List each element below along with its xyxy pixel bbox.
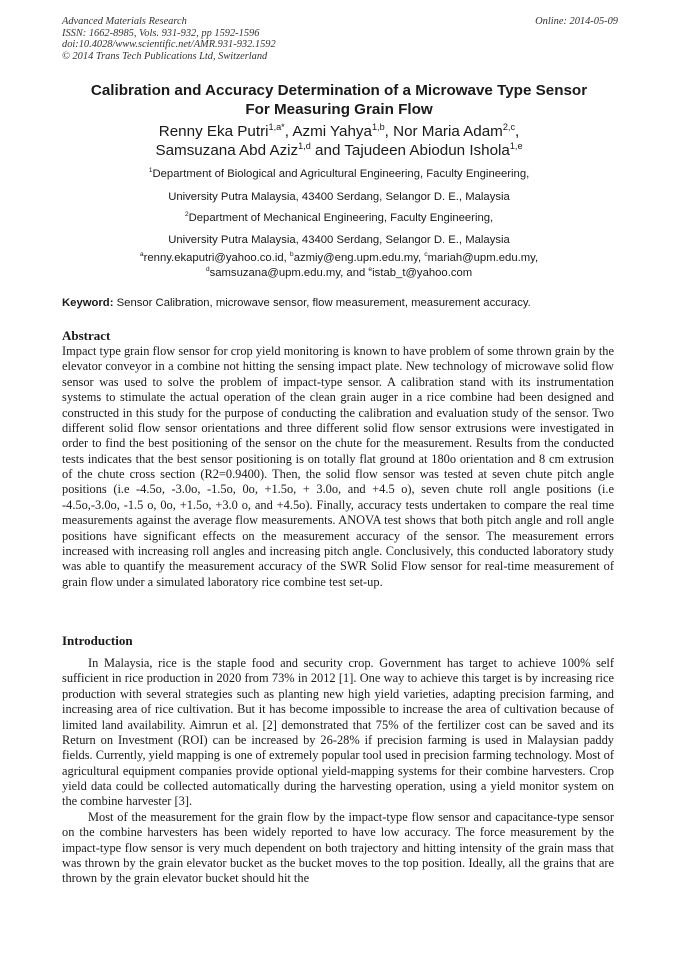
email-mark: e <box>368 266 373 274</box>
author-affil-mark: 1,b <box>371 121 385 132</box>
email-line-1 <box>40 251 638 266</box>
author-affil-mark: 1,a* <box>268 121 285 132</box>
affiliation-text: Department of Biological and Agricultural Engineering, Faculty Engineering, <box>152 168 530 180</box>
paper-title <box>40 81 638 119</box>
email-address: samsuzana@upm.edu.my, and <box>209 267 369 279</box>
affiliation-1-line-1 <box>40 168 638 181</box>
affiliation-2-line-2: University Putra Malaysia, 43400 Serdang, Selangor D. E., Malaysia <box>168 234 510 246</box>
abstract-text: Impact type grain flow sensor for crop yield monitoring is known to have problem of some thrown grain by the elevator conveyor in a combine not hitting the sensing impact plate. New technology of microwave solid flow sensor was used to solve the problem of impact-type sensor. A calibration stand with its instrumentation systems to stimulate the actual operation of the clean grain auger in a rice combine had been designed and constructed in this study for the purpose of conducting the calibration and evaluation study of the sensor. Two different solid flow sensor orientations and three different solid flow sensor extrusions were investigated in order to find the best positioning of the sensor on the chute for the measurement. Results from the conducted tests indicates that the best sensor positioning is on totally flat ground at 180o orientation and 8 cm extrusion of the chute cross section (R2=0.9400). Then, the solid flow sensor was tested at seven chute pitch angle positions (i.e -4.5o, -3.0o, -1.5o, 0o, +1.5o, + 3.0o, and +4.5 o), seven chute roll angle positions (i.e -4.5o,-3.0o, -1.5 o, 0o, +1.5o, +3.0 o, and +4.5o). Finally, accuracy tests undertaken to compare the real time measurements against the average flow measurements. ANOVA test shows that both pitch angle and roll angle positions have significant effects on the measurement accuracy of the sensor. The measurement errors increased with increasing roll angles and increasing pitch angle. Conclusively, this conducted laboratory study was able to quantify the measurement accuracy of the SWR Solid Flow sensor for real-time measurement of grain flow under a simulated laboratory rice combine test set-up. <box>62 344 614 589</box>
email-mark: d <box>205 266 210 274</box>
author-emails <box>40 251 638 281</box>
email-mark: b <box>289 251 294 259</box>
introduction-paragraph-1: In Malaysia, rice is the staple food and security crop. Government has target to achieve 100% self sufficient in rice production in 2020 from 73% in 2012 [1]. One way to achieve this target is by increasing rice production with several strategies such as planting new high yield varieties, adapting precision farming, and increasing area of rice cultivation. But it has become impossible to increase the area of cultivation because of limited land availability. Aimrun et al. [2] demonstrated that 75% of the fertilizer cost can be saved and its Return on Investment (ROI) can be increased by 26-28% if precision farming is used in Malaysian paddy fields. Currently, yield mapping is one of extremely popular tool used in precision farming technology. Most of agricultural equipment companies provide optional yield-mapping systems for their combine harvesters. Crop yield data could be collected automatically during the harvesting operation, using a yield monitor system on the combine harvester [3]. <box>62 656 614 809</box>
introduction-paragraph-2: Most of the measurement for the grain flow by the impact-type flow sensor and capacitance-type sensor on the combine harvesters has been widely reported to have low accuracy. The force measurement by the impact-type flow sensor is very much dependent on both trajectory and hitting intensity of the grain mass that was thrown by the grain elevator bucket as the bucket moves to the top position. Ideally, all the grains that are thrown by the grain elevator bucket should hit the <box>62 809 614 886</box>
doi-line: doi:10.4028/www.scientific.net/AMR.931-932.1592 <box>62 39 276 51</box>
author-separator: , <box>384 123 394 140</box>
affiliation-number: 2 <box>184 211 189 219</box>
journal-header <box>62 16 618 62</box>
keyword-text: Sensor Calibration, microwave sensor, flow measurement, measurement accuracy. <box>113 297 531 309</box>
author-list <box>40 122 638 160</box>
author-line-2 <box>40 141 638 160</box>
email-mark: a <box>139 251 144 259</box>
introduction-body <box>62 656 614 887</box>
email-line-2 <box>40 266 638 281</box>
author-separator: and <box>310 142 345 159</box>
title-line-1: Calibration and Accuracy Determination of a Microwave Type Sensor <box>90 82 588 99</box>
author-separator: , <box>284 123 293 140</box>
email-address: istab_t@yahoo.com <box>372 267 473 279</box>
author-name: Tajudeen Abiodun Ishola <box>344 142 510 159</box>
abstract-heading: Abstract <box>62 328 111 343</box>
author-name: Azmi Yahya <box>292 123 372 140</box>
author-affil-mark: 1,e <box>509 140 523 151</box>
title-line-2: For Measuring Grain Flow <box>245 101 433 118</box>
author-name: Nor Maria Adam <box>393 123 503 140</box>
author-line-1 <box>40 122 638 141</box>
email-address: azmiy@eng.upm.edu.my, <box>293 252 425 264</box>
keyword-label: Keyword: <box>62 297 114 309</box>
author-affil-mark: 1,d <box>298 140 311 151</box>
affiliation-number: 1 <box>148 167 153 175</box>
issn-line: ISSN: 1662-8985, Vols. 931-932, pp 1592-1596 <box>62 27 260 39</box>
author-name: Samsuzana Abd Aziz <box>155 142 299 159</box>
introduction-heading: Introduction <box>62 633 133 648</box>
email-address: renny.ekaputri@yahoo.co.id, <box>143 252 290 264</box>
abstract-body <box>62 344 614 590</box>
author-separator: , <box>515 123 520 140</box>
affiliation-1-line-2: University Putra Malaysia, 43400 Serdang, Selangor D. E., Malaysia <box>168 191 510 203</box>
email-address: mariah@upm.edu.my, <box>427 252 539 264</box>
affiliation-text: Department of Mechanical Engineering, Faculty Engineering, <box>188 212 494 224</box>
keywords <box>62 296 618 310</box>
email-mark: c <box>424 251 428 259</box>
copyright-line: © 2014 Trans Tech Publications Ltd, Switzerland <box>62 50 268 62</box>
journal-name: Advanced Materials Research <box>62 16 187 27</box>
affiliation-2-line-1 <box>40 212 638 225</box>
author-affil-mark: 2,c <box>502 121 515 132</box>
author-name: Renny Eka Putri <box>158 123 269 140</box>
online-date: Online: 2014-05-09 <box>535 16 618 27</box>
